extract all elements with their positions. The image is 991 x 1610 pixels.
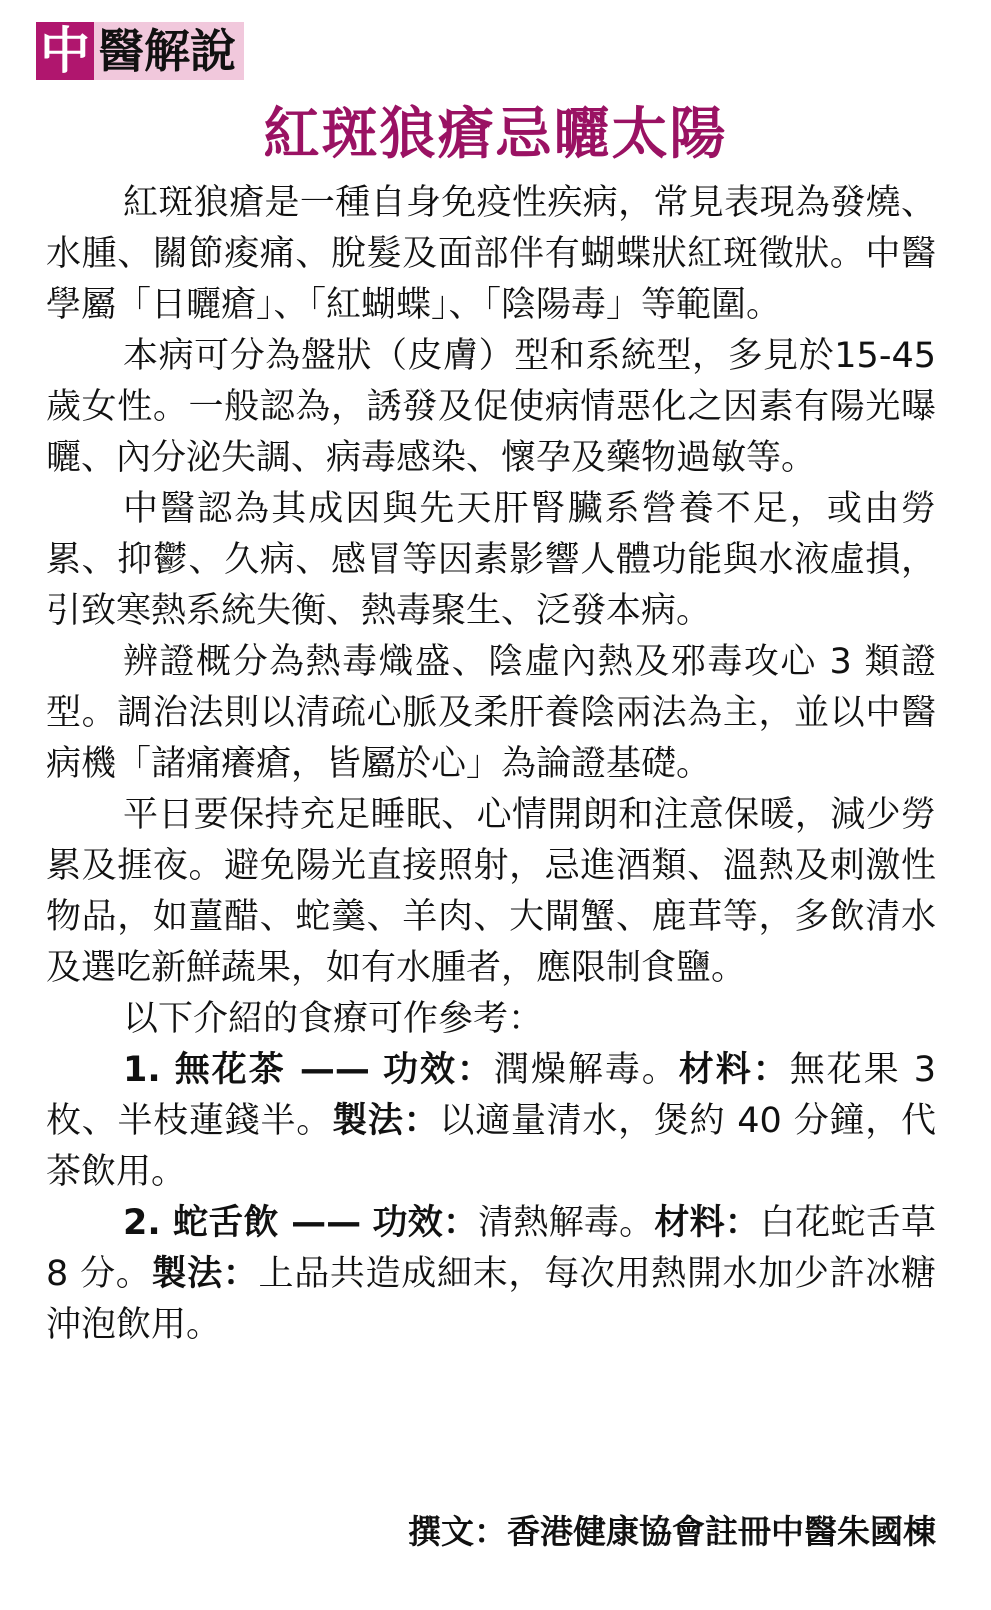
- recipe-2-effect-label: 功效：: [372, 1203, 479, 1243]
- recipe-1: [46, 1045, 936, 1198]
- column-label: 醫解說: [94, 22, 244, 80]
- author-credit: 撰文：香港健康協會註冊中醫朱國棟: [408, 1512, 936, 1551]
- recipe-2-material-label: 材料：: [654, 1203, 761, 1243]
- paragraph-5: 平日要保持充足睡眠、心情開朗和注意保暖，減少勞累及捱夜。避免陽光直接照射，忌進酒類、溫熱及刺激性物品，如薑醋、蛇羹、羊肉、大閘蟹、鹿茸等，多飲清水及選吃新鮮蔬果，如有水腫者，應限制食鹽。: [46, 795, 936, 988]
- recipe-2-effect: 清熱解毒。: [478, 1203, 655, 1243]
- article-body: [46, 178, 936, 1351]
- paragraph-4: 辨證概分為熱毒熾盛、陰虛內熱及邪毒攻心 3 類證型。調治法則以清疏心脈及柔肝養陰兩法為主，並以中醫病機「諸痛癢瘡，皆屬於心」為論證基礎。: [46, 642, 936, 784]
- recipe-1-material: 無花果 3 枚、半枝蓮錢半。: [46, 1050, 936, 1141]
- recipe-1-effect-label: 功效：: [382, 1050, 494, 1090]
- column-header: [36, 22, 244, 80]
- recipe-2-method-label: 製法：: [151, 1254, 259, 1294]
- recipe-1-method: 以適量清水，煲約 40 分鐘，代茶飲用。: [46, 1101, 936, 1192]
- recipe-2-method: 上品共造成細末，每次用熱開水加少許冰糖沖泡飲用。: [46, 1254, 936, 1345]
- paragraph-6: 以下介紹的食療可作參考：: [123, 999, 544, 1039]
- paragraph-1: 紅斑狼瘡是一種自身免疫性疾病，常見表現為發燒、水腫、關節痠痛、脫髮及面部伴有蝴蝶狀紅斑徵狀。中醫學屬「日曬瘡」、「紅蝴蝶」、「陰陽毒」等範圍。: [46, 183, 936, 325]
- recipe-2: [46, 1198, 936, 1351]
- recipe-1-method-label: 製法：: [332, 1101, 440, 1141]
- paragraph-3: 中醫認為其成因與先天肝腎臟系營養不足，或由勞累、抑鬱、久病、感冒等因素影響人體功能與水液虛損，引致寒熱系統失衡、熱毒聚生、泛發本病。: [46, 489, 936, 631]
- recipe-1-material-label: 材料：: [678, 1050, 790, 1090]
- recipe-1-name: 1. 無花茶 ——: [123, 1050, 370, 1090]
- recipe-2-material: 白花蛇舌草 8 分。: [46, 1203, 936, 1294]
- recipe-1-effect: 潤燥解毒。: [493, 1050, 679, 1090]
- paragraph-2: 本病可分為盤狀（皮膚）型和系統型，多見於15-45 歲女性。一般認為，誘發及促使病情惡化之因素有陽光曝曬、內分泌失調、病毒感染、懷孕及藥物過敏等。: [46, 336, 936, 478]
- column-mark: 中: [36, 22, 94, 80]
- article-title: 紅斑狼瘡忌曬太陽: [263, 102, 728, 167]
- recipe-2-name: 2. 蛇舌飲 ——: [123, 1203, 362, 1243]
